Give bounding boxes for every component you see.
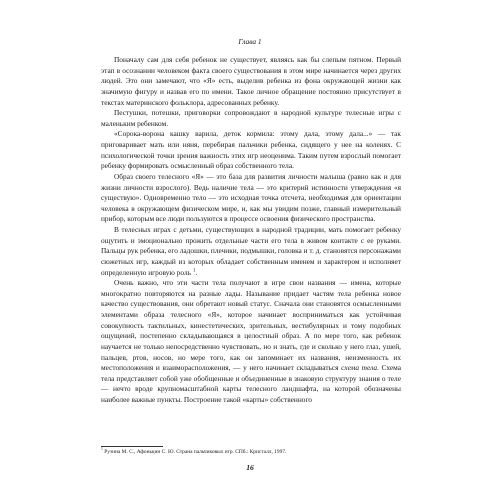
paragraph	[101, 278, 401, 406]
paragraph-text: Схема тела представляет собой уже обобщенные и объединенные в знаковую структуру знания о теле — нечто вроде крупномасштабной карты телесного ландшафта, на которой обозначены наиболее важные пункты. Построение такой «карты» собственного	[101, 363, 401, 404]
paragraph: Образ своего телесного «Я» — это база для развития личности малыша (равно как и для жизни личности взрослого). Ведь наличие тела — это критерий истинности утверждения «я существую». Одновременно тело — это исходная точка отсчета, необходимая для ориентации человека в окружающем физическом мире, и, как мы увидим позже, главный измерительный прибор, которым все люди пользуются в процессе освоения физического пространства.	[101, 171, 401, 224]
paragraph-text: Очень важно, что эти части тела получают в игре свои названия — имена, которые многократно повторяются на разные лады. Называние придает частям тела ребенка новое качество существования, они обретают новый статус. Сначала они становятся осмысленными элементами образа телесного «Я», которое начинает восприниматься как устойчивая совокупность тактильных, кинестетических, зрительных, вестибулярных и тому подобных ощущений, постепенно складывающаяся в целостный образ. А по мере того, как ребенок научается не только непосредственно чувствовать, но и знать, где и сколько у него глаз, ушей, пальцев, ртов, носов, но мере того, как он запоминает их названия, неизменность их местоположения и взаиморасположения, — у него начинает складываться	[101, 278, 401, 373]
paragraph: «Сорока-ворона кашку варила, деток кормила: этому дала, этому дала...» — так приговаривает мать или няня, перебирая пальчики ребенка, сидящего у нее на коленях. С психологической точки зрения важность этих игр неоценима. Таким путем взрослый помогает ребенку формировать осмысленный образ собственного тела.	[101, 129, 401, 171]
footnote-divider	[101, 446, 163, 447]
footnote-text: Рузина М. С., Афоньқин С. Ю. Страна пальчиковых игр. СПб.: Кристалл, 1997.	[104, 449, 287, 455]
body-text	[101, 55, 401, 406]
footnote	[101, 449, 401, 456]
punctuation: .	[377, 363, 379, 373]
paragraph	[101, 225, 401, 278]
running-header: Глава 1	[238, 37, 262, 46]
paragraph: Поначалу сам для себя ребенок не существует, являясь как бы слепым пятном. Первый этап в осознании человеком факта своего существования в этом мире начинается через других людей. Это они замечают, что «Я» есть, выделив ребенка из фона окружающей жизни как значимую фигуру и назвав его по имени. Такое личное обращение постоянно присутствует в текстах материнского фольклора, адресованных ребенку.	[101, 55, 401, 107]
punctuation: .	[195, 267, 198, 277]
footnote-marker: 1	[101, 447, 103, 452]
inline-term: схема тела	[341, 363, 377, 373]
page-number: 16	[246, 463, 254, 472]
footnote-reference: 1	[192, 267, 196, 274]
paragraph: Пестушки, потешки, приговорки сопровождают в народной культуре телесные игры с маленьким ребенком.	[101, 108, 401, 128]
paragraph-text: В телесных играх с детьми, существующих в народной традиции, мать помогает ребенку ощутить и эмоционально прожить отдельные части его тела в живом контакте с ее руками. Пальцы рук ребенка, его ладошки, плечики, подмышки, головка и т. д. становятся персонажами сюжетных игр, каждый из которых обладает собственным именем и характером и исполняет определенную игровую роль	[101, 225, 401, 277]
